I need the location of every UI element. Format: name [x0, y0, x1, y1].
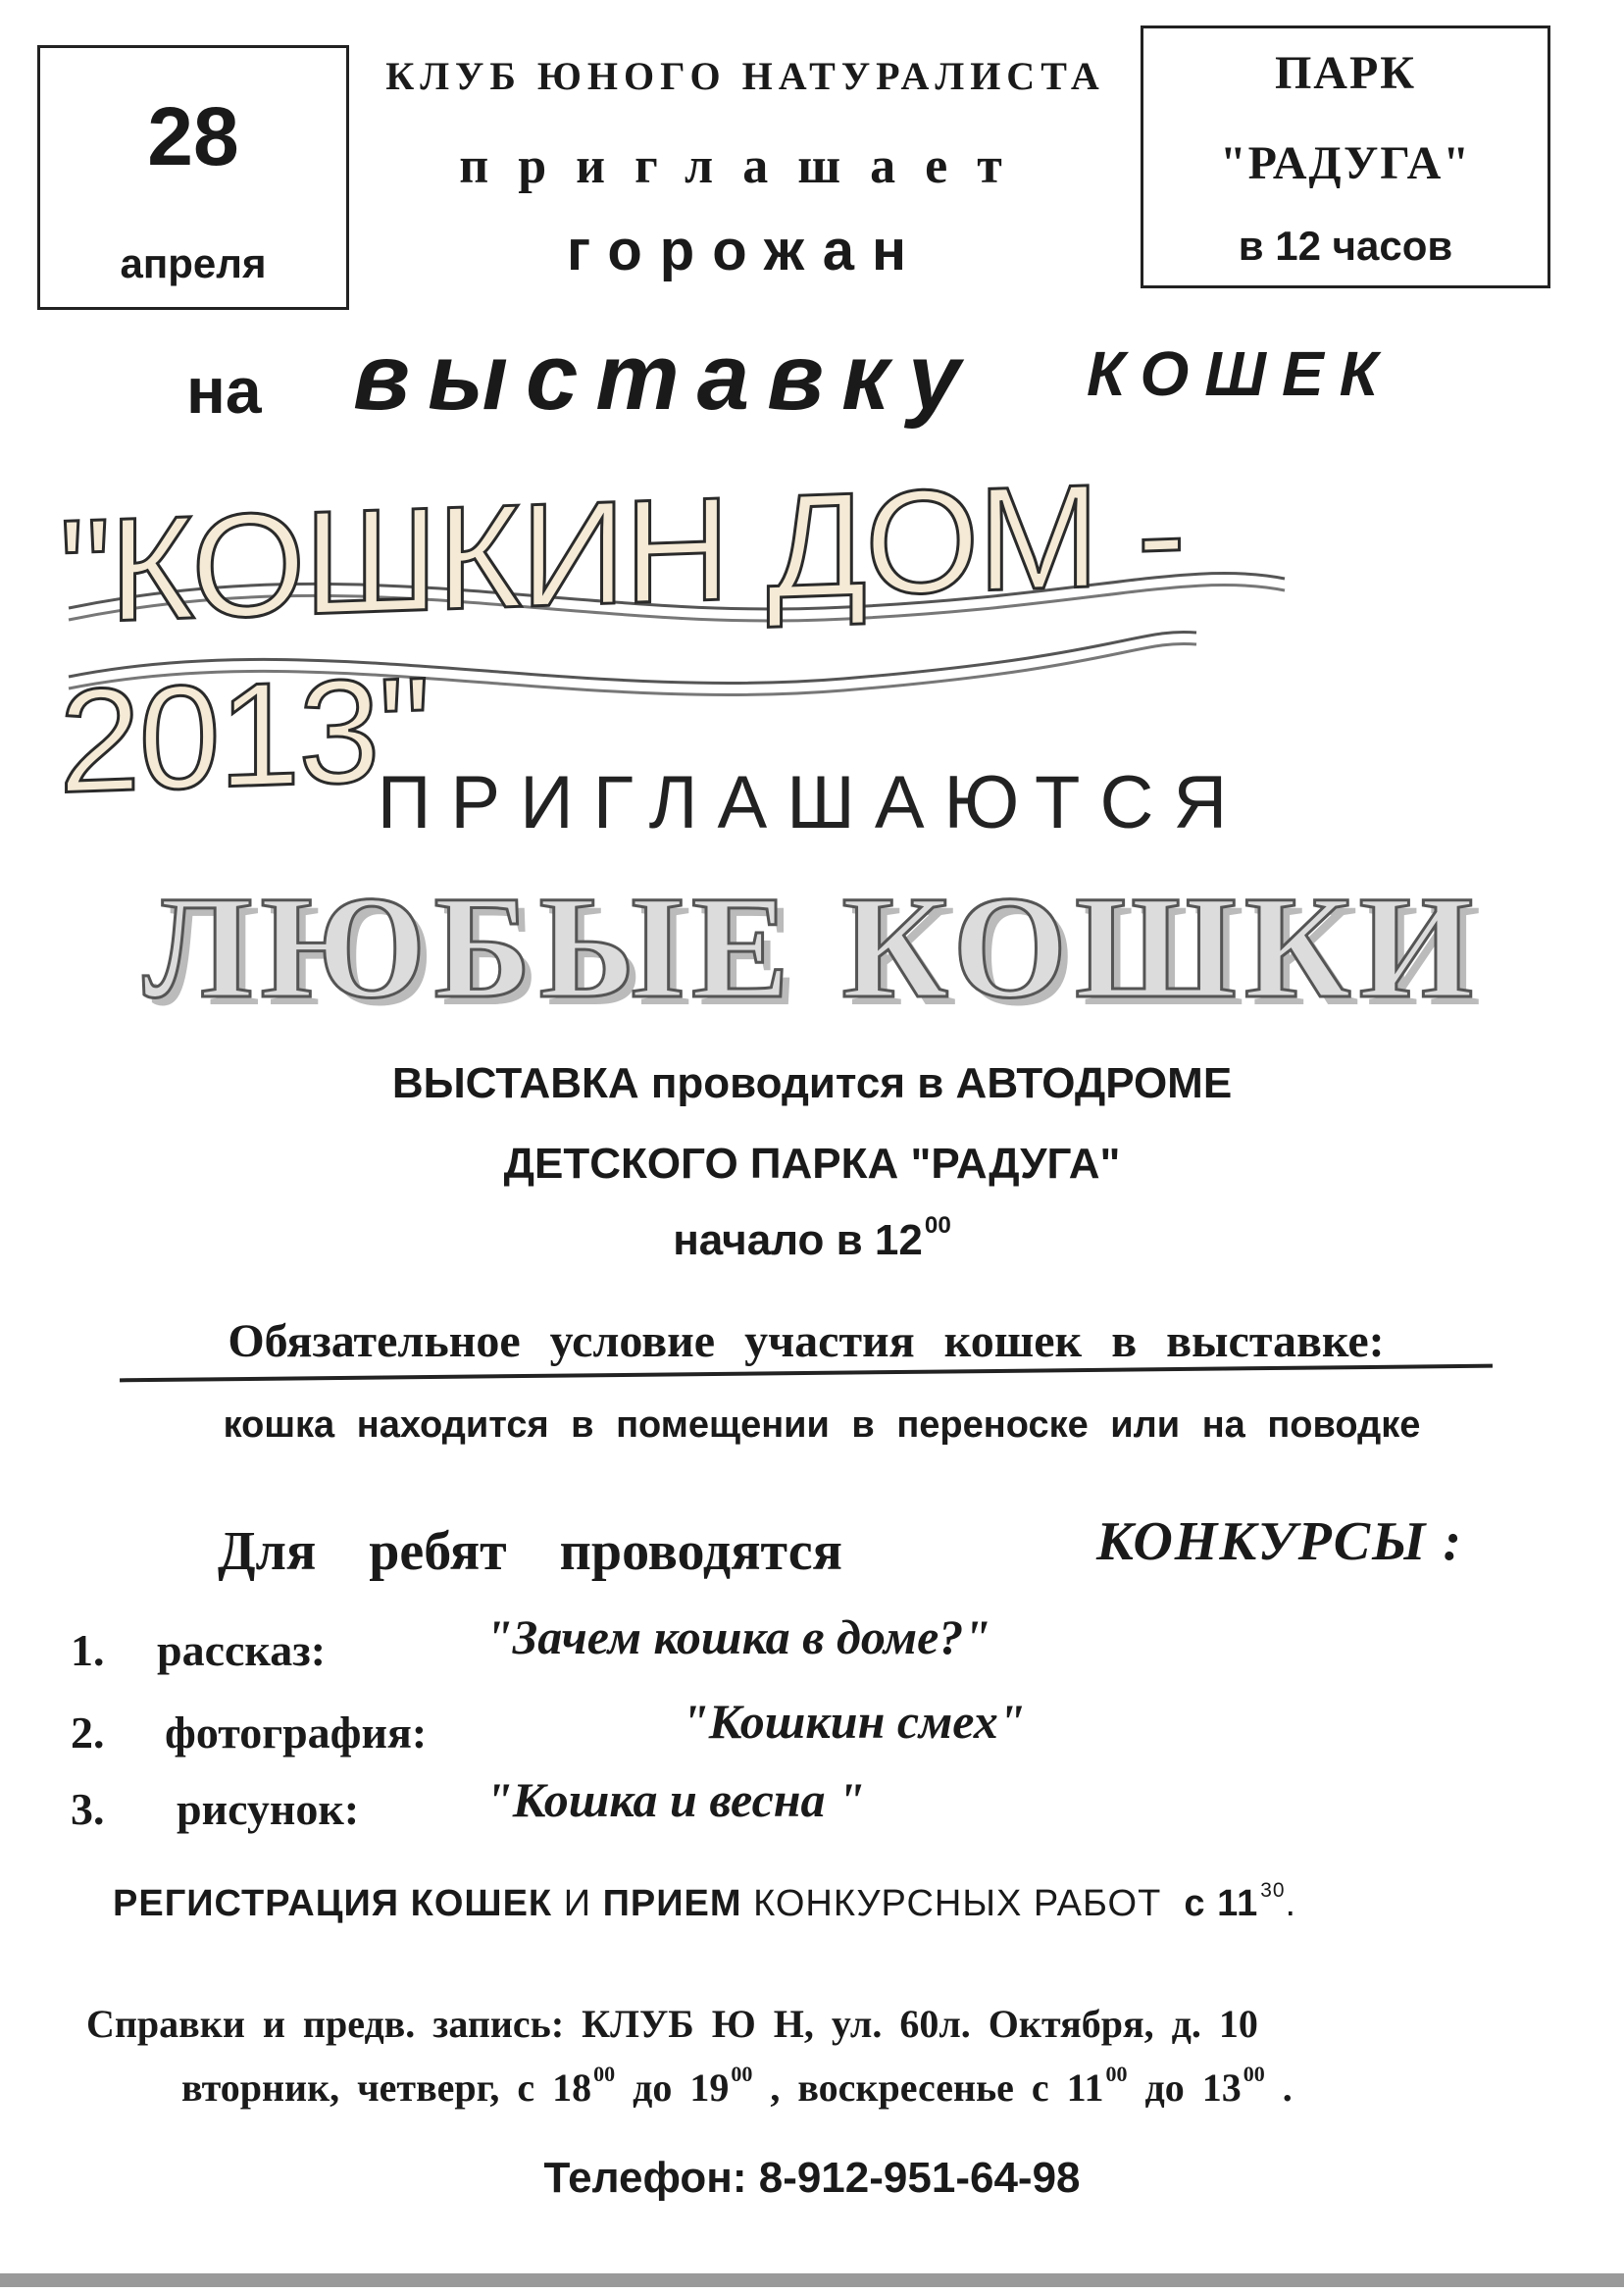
ref-t1: 00 — [593, 2062, 616, 2086]
date-box — [37, 45, 349, 310]
exhibition-cats: КОШЕК — [1087, 338, 1394, 409]
citizens-text: горожан — [566, 219, 925, 282]
contest-name: рисунок: — [177, 1784, 360, 1834]
ref-t4: 00 — [1243, 2062, 1265, 2086]
registration-part4: КОНКУРСНЫХ РАБОТ — [753, 1882, 1162, 1924]
registration-end: . — [1285, 1882, 1297, 1924]
registration-line — [113, 1879, 1584, 1925]
scan-edge-bar — [0, 2273, 1624, 2287]
start-label: начало в 12 — [673, 1215, 923, 1264]
exhibition-na: на — [186, 354, 262, 427]
venue-start-time — [0, 1212, 1624, 1265]
contest-name: фотография: — [165, 1707, 428, 1758]
registration-part3: ПРИЕМ — [602, 1882, 742, 1924]
registration-time: с 11 — [1184, 1882, 1259, 1924]
park-quoted-name: "РАДУГА" — [1220, 137, 1471, 189]
contest-number: 2. — [71, 1707, 105, 1758]
contest-number: 3. — [71, 1784, 105, 1834]
venue-line-1: ВЫСТАВКА проводится в АВТОДРОМЕ — [391, 1059, 1233, 1107]
park-name: ПАРК — [1274, 47, 1417, 99]
park-time: в 12 часов — [1238, 223, 1453, 269]
date-day: 28 — [147, 90, 239, 182]
venue-line-2: ДЕТСКОГО ПАРКА "РАДУГА" — [503, 1140, 1121, 1188]
ref-t3: 00 — [1105, 2062, 1128, 2086]
reference-line-1: Справки и предв. запись: КЛУБ Ю Н, ул. 60л. Октября, д. 10 — [86, 2002, 1258, 2046]
reference-line-2 — [181, 2062, 1293, 2111]
registration-minutes: 30 — [1260, 1879, 1286, 1902]
invites-text: приглашает — [459, 138, 1032, 194]
ref-to2: до 13 — [1127, 2064, 1242, 2110]
condition-text: кошка находится в помещении в переноске или на поводке — [223, 1404, 1421, 1446]
phone-line: Телефон: 8-912-951-64-98 — [543, 2154, 1081, 2202]
exhibition-word: выставку — [353, 325, 979, 430]
contest-title: "Зачем кошка в доме?" — [485, 1609, 991, 1664]
club-name: КЛУБ ЮНОГО НАТУРАЛИСТА — [385, 54, 1105, 98]
ref-t2: 00 — [731, 2062, 753, 2086]
registration-part1: РЕГИСТРАЦИЯ КОШЕК — [113, 1882, 553, 1924]
contest-name: рассказ: — [157, 1625, 327, 1675]
ref-days1: вторник, четверг, с 18 — [181, 2064, 592, 2110]
contests-label: КОНКУРСЫ : — [1096, 1511, 1464, 1572]
contest-title: "Кошка и весна " — [485, 1772, 865, 1827]
event-title: "КОШКИН ДОМ - 2013" — [59, 449, 1185, 824]
contests-intro: Для ребят проводятся — [218, 1521, 842, 1582]
invited-heading: ПРИГЛАШАЮТСЯ — [377, 761, 1247, 844]
ref-days2: , воскресенье с 11 — [752, 2064, 1104, 2110]
contest-number: 1. — [71, 1625, 105, 1675]
registration-part2: И — [563, 1882, 591, 1924]
park-box — [1141, 25, 1550, 288]
condition-heading: Обязательное условие участия кошек в выставке: — [228, 1315, 1385, 1367]
contest-title: "Кошкин смех" — [682, 1694, 1026, 1749]
any-cats-heading: ЛЮБЫЕ КОШКИ — [142, 866, 1482, 1029]
ref-end: . — [1264, 2064, 1293, 2110]
start-minutes: 00 — [924, 1212, 951, 1239]
ref-to1: до 19 — [615, 2064, 730, 2110]
date-month: апреля — [120, 240, 267, 286]
